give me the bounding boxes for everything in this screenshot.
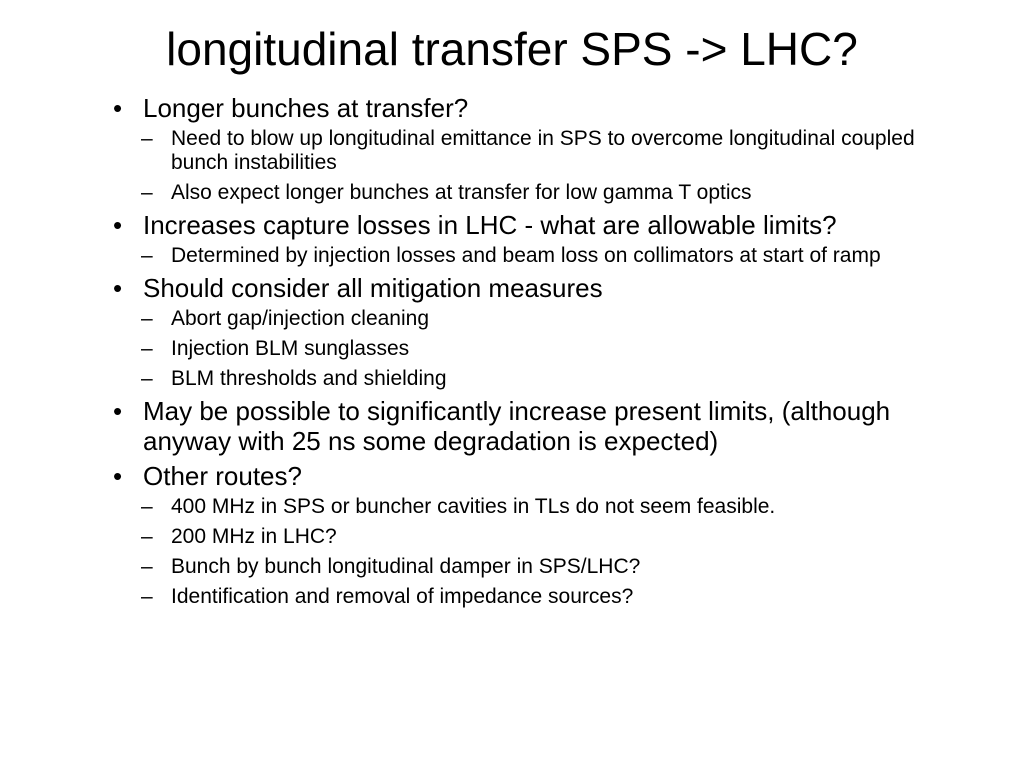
bullet-text: Increases capture losses in LHC - what are allowable limits? — [143, 210, 837, 240]
slide-content — [113, 93, 933, 609]
bullet-mitigation-measures — [113, 273, 933, 391]
sub-bullet-list — [143, 244, 933, 268]
bullet-marker: • — [113, 461, 123, 491]
dash-marker: – — [141, 555, 153, 578]
sub-bullet-text: Abort gap/injection cleaning — [171, 307, 430, 330]
sub-bullet-text: Need to blow up longitudinal emittance in SPS to overcome longitudinal coupled bunch instabilities — [171, 127, 915, 174]
dash-marker: – — [141, 337, 153, 360]
dash-marker: – — [141, 525, 153, 548]
dash-marker: – — [141, 367, 153, 390]
dash-marker: – — [141, 244, 153, 267]
sub-bullet-text: 200 MHz in LHC? — [171, 525, 337, 548]
sub-bullet-text: Identification and removal of impedance sources? — [171, 585, 634, 608]
sub-bullet-400mhz — [141, 495, 933, 519]
sub-bullet-blm-sunglasses — [141, 337, 933, 361]
sub-bullet-text: BLM thresholds and shielding — [171, 367, 447, 390]
slide-title: longitudinal transfer SPS -> LHC? — [166, 23, 858, 75]
dash-marker: – — [141, 307, 153, 330]
bullet-capture-losses — [113, 210, 933, 268]
dash-marker: – — [141, 127, 153, 150]
sub-bullet-abort-gap — [141, 307, 933, 331]
sub-bullet-blow-up-emittance — [141, 127, 933, 175]
sub-bullet-blm-thresholds — [141, 367, 933, 391]
sub-bullet-text: Injection BLM sunglasses — [171, 337, 410, 360]
sub-bullet-text: Determined by injection losses and beam loss on collimators at start of ramp — [171, 244, 881, 267]
bullet-text: Should consider all mitigation measures — [143, 273, 603, 303]
sub-bullet-200mhz — [141, 525, 933, 549]
sub-bullet-list — [143, 127, 933, 205]
dash-marker: – — [141, 181, 153, 204]
sub-bullet-text: 400 MHz in SPS or buncher cavities in TLs do not seem feasible. — [171, 495, 776, 518]
bullet-longer-bunches — [113, 93, 933, 205]
sub-bullet-text: Bunch by bunch longitudinal damper in SPS/LHC? — [171, 555, 641, 578]
bullet-text: May be possible to significantly increase present limits, (although anyway with 25 ns some degradation is expected) — [143, 396, 891, 456]
sub-bullet-injection-losses — [141, 244, 933, 268]
sub-bullet-text: Also expect longer bunches at transfer for low gamma T optics — [171, 181, 752, 204]
sub-bullet-low-gamma-t — [141, 181, 933, 205]
sub-bullet-impedance — [141, 585, 933, 609]
sub-bullet-damper — [141, 555, 933, 579]
bullet-increase-limits — [113, 396, 933, 456]
bullet-marker: • — [113, 273, 123, 303]
dash-marker: – — [141, 495, 153, 518]
bullet-text: Longer bunches at transfer? — [143, 93, 469, 123]
bullet-text: Other routes? — [143, 461, 302, 491]
bullet-marker: • — [113, 210, 123, 240]
dash-marker: – — [141, 585, 153, 608]
bullet-marker: • — [113, 93, 123, 123]
sub-bullet-list — [143, 495, 933, 609]
sub-bullet-list — [143, 307, 933, 391]
bullet-marker: • — [113, 396, 123, 426]
bullet-other-routes — [113, 461, 933, 609]
